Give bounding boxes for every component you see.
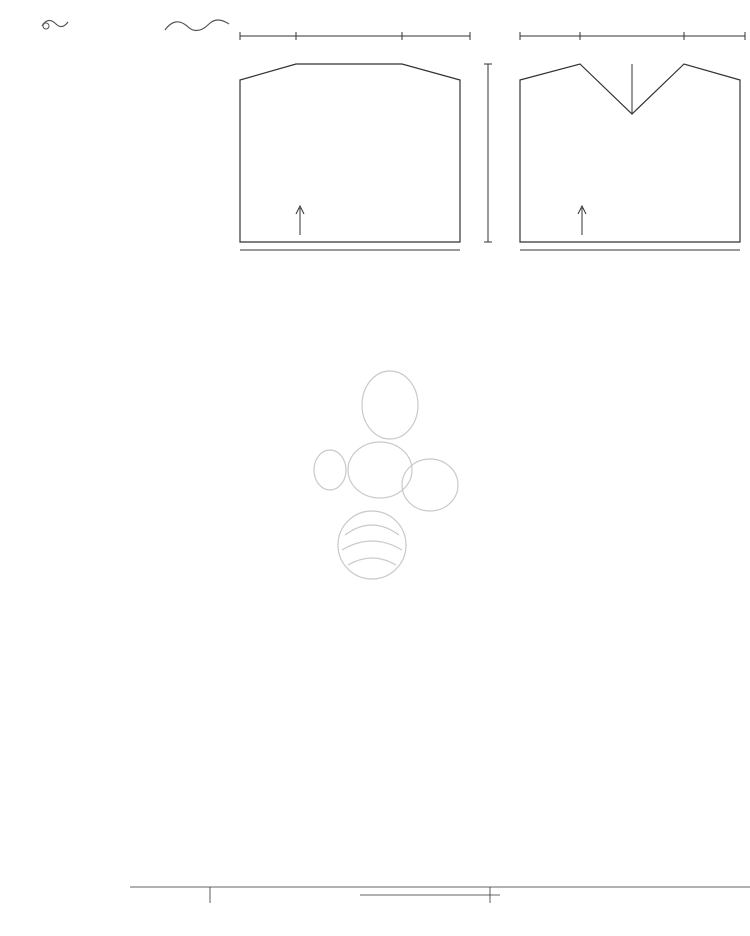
back-panel-schematic <box>230 20 480 270</box>
ornament-icon <box>38 12 78 36</box>
front-panel-schematic <box>470 20 750 270</box>
flourish-icon <box>163 14 233 42</box>
pattern-a-chart <box>30 485 750 905</box>
page-header <box>38 6 238 46</box>
